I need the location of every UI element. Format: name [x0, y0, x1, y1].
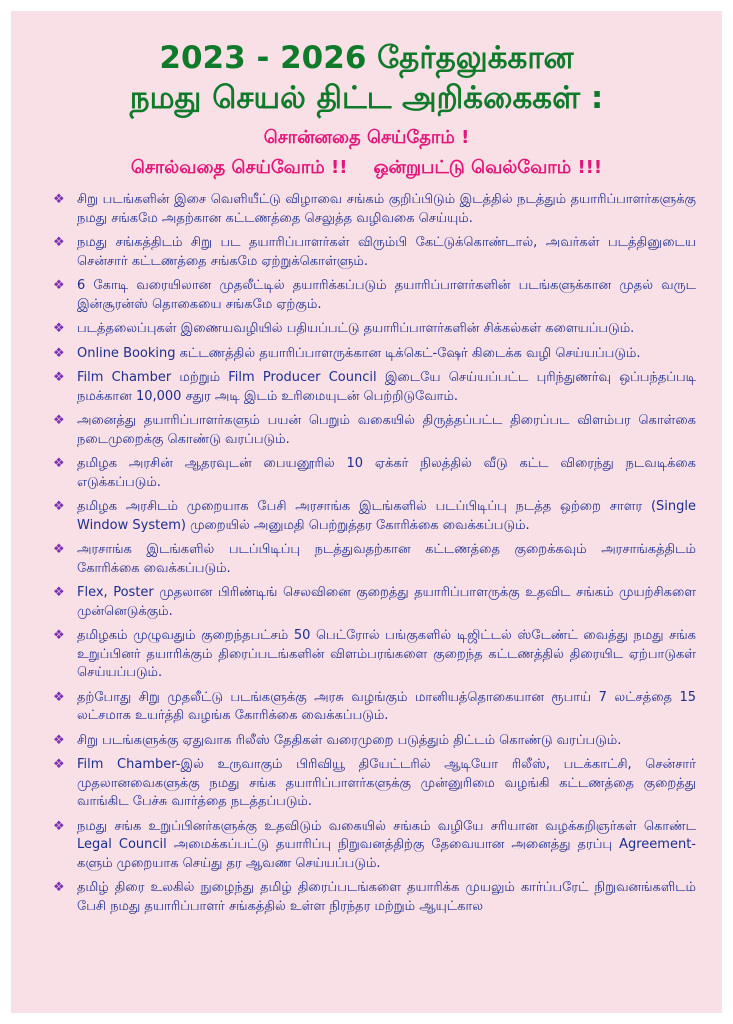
- diamond-dots-bullet-icon: ❖: [53, 456, 65, 471]
- action-plan-list: [11, 191, 722, 916]
- slogan-line-1: சொன்னதை செய்தோம் !: [263, 127, 470, 148]
- slogan-line-2: [11, 155, 722, 181]
- list-item-text: சிறு படங்களின் இசை வெளியீட்டு விழாவை சங்கம் குறிப்பிடும் இடத்தில் நடத்தும் தயாரிப்பாளர்களுக்கு நமது சங்கமே அதற்கான கட்டணத்தை செலுத்த வழிவகை செய்யும்.: [77, 192, 696, 226]
- list-item-text: Film Chamber மற்றும் Film Producer Council இடையே செய்யப்பட்ட புரிந்துணர்வு ஒப்பந்தப்படி நமக்கான 10,000 சதுர அடி இடம் உரிமையுடன் பெற்றிடுவோம்.: [77, 370, 696, 404]
- list-item-text: நமது சங்கத்திடம் சிறு பட தயாரிப்பாளர்கள் விரும்பி கேட்டுக்கொண்டால், அவர்கள் படத்தினுடைய சென்சார் கட்டணத்தை சங்கமே ஏற்றுக்கொள்ளும்.: [77, 235, 696, 269]
- diamond-dots-bullet-icon: ❖: [53, 628, 65, 643]
- list-item: [53, 191, 696, 228]
- list-item-text: அரசாங்க இடங்களில் படப்பிடிப்பு நடத்துவதற்கான கட்டணத்தை குறைக்கவும் அரசாங்கத்திடம் கோரிக்கை வைக்கப்படும்.: [77, 542, 696, 576]
- list-item-text: தமிழக அரசிடம் முறையாக பேசி அரசாங்க இடங்களில் படப்பிடிப்பு நடத்த ஒற்றை சாளர (Single Window System) முறையில் அனுமதி பெற்றுத்தர கோரிக்கை வைக்கப்படும்.: [77, 499, 696, 533]
- list-item-text: நமது சங்க உறுப்பினர்களுக்கு உதவிடும் வகையில் சங்கம் வழியே சரியான வழக்கறிஞர்கள் கொண்ட Legal Council அமைக்கப்பட்டு தயாரிப்பு நிறுவனத்திற்கு தேவையான அனைத்து தரப்பு Agreement-களும் முறையாக செய்து தர ஆவண செய்யப்படும்.: [77, 818, 696, 871]
- diamond-dots-bullet-icon: ❖: [53, 370, 65, 385]
- list-item-text: 6 கோடி வரையிலான முதலீட்டில் தயாரிக்கப்படும் தயாரிப்பாளர்களின் படங்களுக்கான முதல் வருட இன்சூரன்ஸ் தொகையை சங்கமே ஏற்கும்.: [77, 278, 696, 312]
- diamond-dots-bullet-icon: ❖: [53, 542, 65, 557]
- list-item: [53, 541, 696, 578]
- list-item-text: தற்போது சிறு முதலீட்டு படங்களுக்கு அரசு வழங்கும் மானியத்தொகையான ரூபாய் 7 லட்சத்தை 15 லட்சமாக உயர்த்தி வழங்க கோரிக்கை வைக்கப்படும்.: [77, 689, 696, 723]
- list-item: [53, 584, 696, 621]
- list-item-text: சிறு படங்களுக்கு ஏதுவாக ரிலீஸ் தேதிகள் வரைமுறை படுத்தும் திட்டம் கொண்டு வரப்படும்.: [77, 732, 622, 748]
- list-item: [53, 369, 696, 406]
- list-item: [53, 627, 696, 683]
- diamond-dots-bullet-icon: ❖: [53, 689, 65, 705]
- diamond-dots-bullet-icon: ❖: [53, 235, 65, 250]
- list-item: [53, 732, 696, 751]
- list-item-text: அனைத்து தயாரிப்பாளர்களும் பயன் பெறும் வகையில் திருத்தப்பட்ட திரைப்பட விளம்பர கொள்கை நடைமுறைக்கு கொண்டு வரப்படும்.: [77, 413, 696, 447]
- list-item-text: தமிழ் திரை உலகில் நுழைந்து தமிழ் திரைப்படங்களை தயாரிக்க முயலும் கார்ப்பரேட் நிறுவனங்களிடம் பேசி நமது தயாரிப்பாளர் சங்கத்தில் உள்ள நிரந்தர மற்றும் ஆயுட்கால: [77, 880, 696, 914]
- diamond-dots-bullet-icon: ❖: [53, 499, 65, 514]
- list-item: [53, 498, 696, 535]
- title-line-1: 2023 - 2026 தேர்தலுக்கான: [159, 40, 574, 76]
- list-item: [53, 234, 696, 271]
- list-item-text: Film Chamber-இல் உருவாகும் பிரிவியூ தியேட்டரில் ஆடியோ ரிலீஸ், படக்காட்சி, சென்சார் முதலானவைகளுக்கு நமது சங்க தயாரிப்பாளர்களுக்கு முன்னுரிமை வழங்கி கட்டணத்தை குறைத்து வாங்கிட பேச்சு வார்த்தை நடத்தப்படும்.: [77, 757, 696, 809]
- list-item: [53, 412, 696, 449]
- title-line-2: நமது செயல் திட்ட அறிக்கைகள் :: [129, 80, 604, 116]
- list-item: [53, 756, 696, 812]
- diamond-dots-bullet-icon: ❖: [53, 585, 65, 600]
- diamond-dots-bullet-icon: ❖: [53, 818, 65, 834]
- diamond-dots-bullet-icon: ❖: [53, 345, 65, 361]
- list-item: [53, 689, 696, 726]
- diamond-dots-bullet-icon: ❖: [53, 732, 65, 748]
- list-item: [53, 455, 696, 492]
- list-item-text: Online Booking கட்டணத்தில் தயாரிப்பாளருக்கான டிக்கெட்-ஷேர் கிடைக்க வழி செய்யப்படும்.: [77, 345, 641, 361]
- slogan-part-a: சொல்வதை செய்வோம் !!: [130, 157, 348, 178]
- manifesto-sheet: [11, 11, 722, 1013]
- diamond-dots-bullet-icon: ❖: [53, 880, 65, 895]
- list-item: [53, 320, 696, 339]
- list-item-text: தமிழகம் முழுவதும் குறைந்தபட்சம் 50 பெட்ரோல் பங்குகளில் டிஜிட்டல் ஸ்டேண்ட் வைத்து நமது சங்க உறுப்பினர் தயாரிக்கும் திரைப்படங்களின் விளம்பரங்களை குறைந்த கட்டணத்தில் திரையிட ஏற்பாடுகள் செய்யப்படும்.: [77, 628, 696, 680]
- list-item-text: தமிழக அரசின் ஆதரவுடன் பையனூரில் 10 ஏக்கர் நிலத்தில் வீடு கட்ட விரைந்து நடவடிக்கை எடுக்கப்படும்.: [77, 456, 696, 490]
- diamond-dots-bullet-icon: ❖: [53, 321, 65, 336]
- slogan-part-b: ஒன்றுபட்டு வெல்வோம் !!!: [373, 157, 603, 178]
- diamond-dots-bullet-icon: ❖: [53, 278, 65, 293]
- list-item: [53, 879, 696, 916]
- diamond-dots-bullet-icon: ❖: [53, 413, 65, 428]
- list-item: [53, 818, 696, 874]
- diamond-dots-bullet-icon: ❖: [53, 757, 65, 772]
- list-item-text: படத்தலைப்புகள் இணையவழியில் பதியப்பட்டு தயாரிப்பாளர்களின் சிக்கல்கள் களையப்படும்.: [77, 321, 635, 336]
- list-item: [53, 277, 696, 314]
- list-item-text: Flex, Poster முதலான பிரிண்டிங் செலவினை குறைத்து தயாரிப்பாளருக்கு உதவிட சங்கம் முயற்சிகளை முன்னெடுக்கும்.: [77, 585, 696, 619]
- diamond-dots-bullet-icon: ❖: [53, 192, 65, 207]
- list-item: [53, 345, 696, 364]
